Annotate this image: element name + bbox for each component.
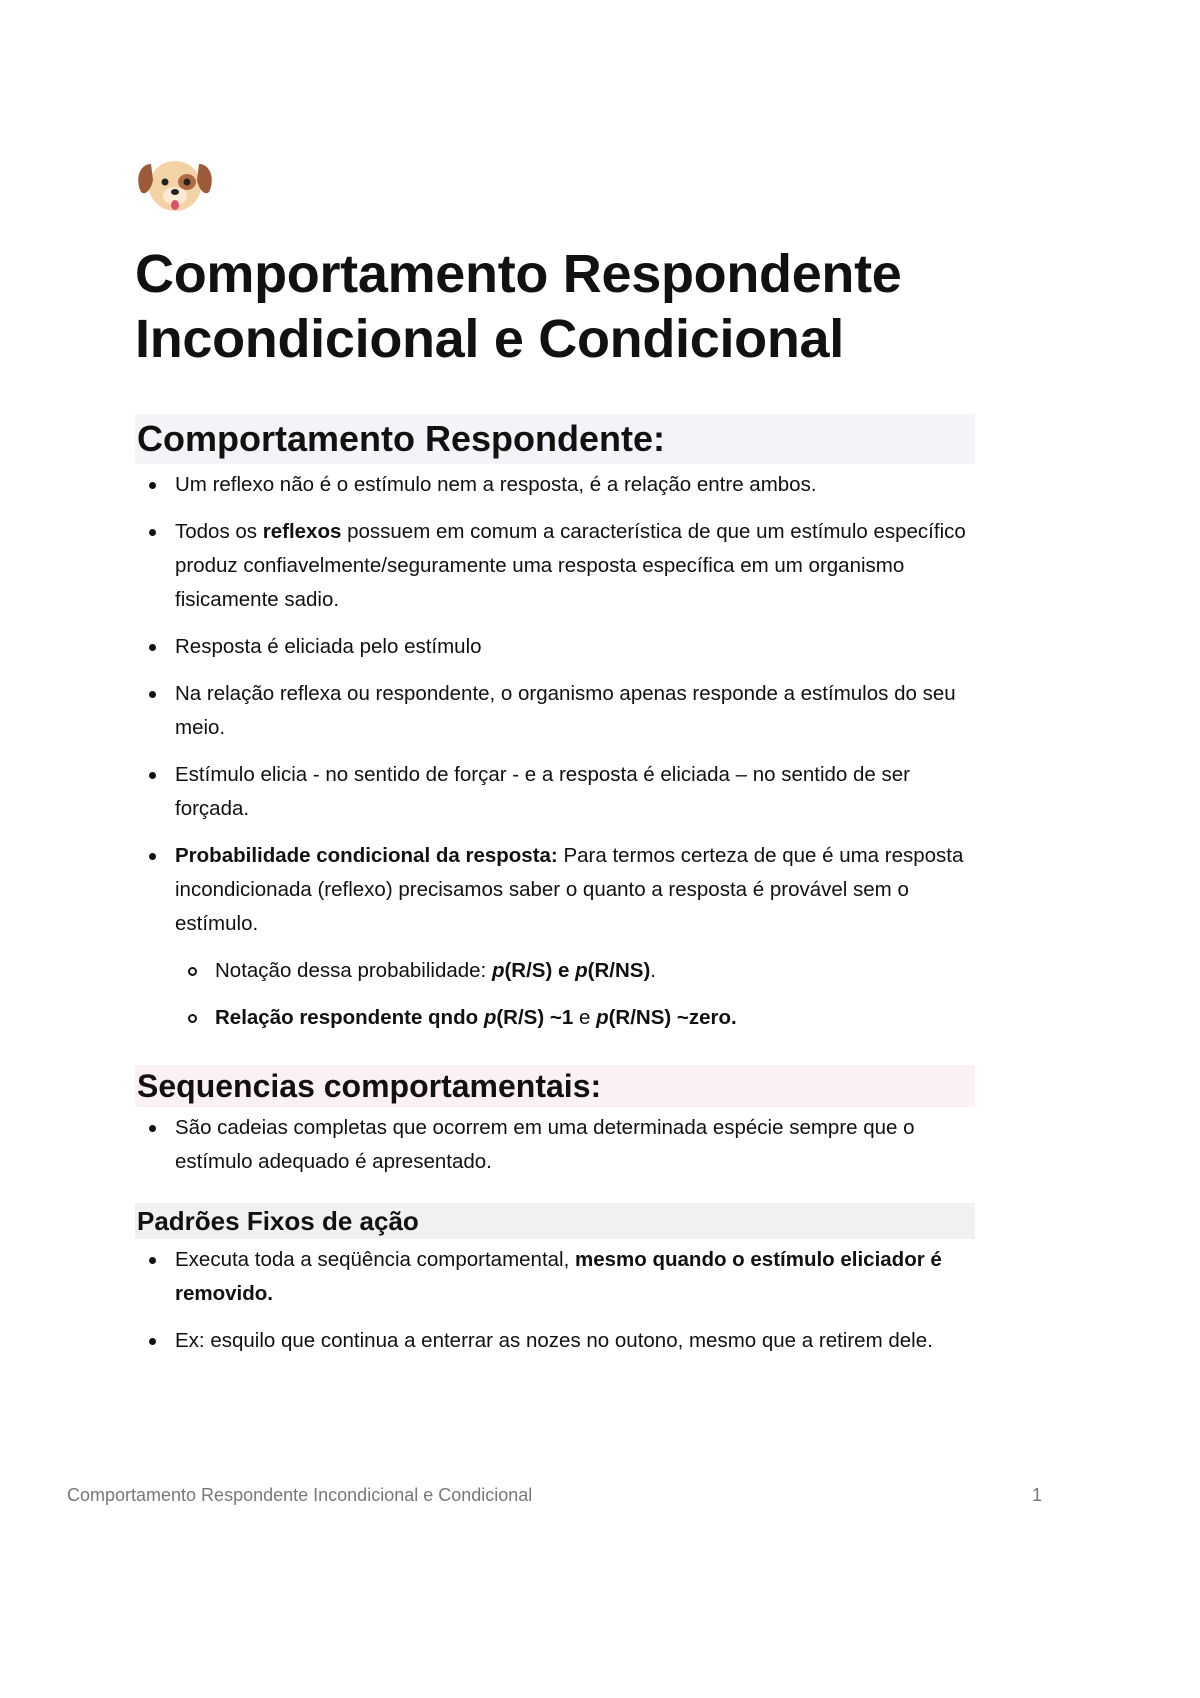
document-page: [135, 150, 975, 1371]
list-item: Estímulo elicia - no sentido de forçar - e a resposta é eliciada – no sentido de ser forçada.: [135, 758, 975, 826]
list-item: Probabilidade condicional da resposta: Para termos certeza de que é uma resposta incondicionada (reflexo) precisamos saber o quanto a resposta é provável sem o estímulo.: [135, 839, 975, 941]
page-footer: [67, 1485, 1042, 1506]
list-item: Um reflexo não é o estímulo nem a resposta, é a relação entre ambos.: [135, 468, 975, 502]
sub-list-item: Relação respondente qndo p(R/S) ~1 e p(R/NS) ~zero.: [135, 1001, 975, 1035]
section-heading-sequencias: Sequencias comportamentais:: [135, 1065, 975, 1107]
dog-face-icon: [135, 150, 215, 220]
section1-list: [135, 468, 975, 1035]
list-item: Ex: esquilo que continua a enterrar as nozes no outono, mesmo que a retirem dele.: [135, 1324, 975, 1358]
list-item: Todos os reflexos possuem em comum a característica de que um estímulo específico produz confiavelmente/seguramente uma resposta específica em um organismo fisicamente sadio.: [135, 515, 975, 617]
page-title: [135, 242, 975, 372]
section2-list: [135, 1111, 975, 1179]
title-line-2: Incondicional e Condicional: [135, 309, 844, 369]
list-item: Na relação reflexa ou respondente, o organismo apenas responde a estímulos do seu meio.: [135, 677, 975, 745]
section-heading-padroes-fixos: Padrões Fixos de ação: [135, 1203, 975, 1239]
title-line-1: Comportamento Respondente: [135, 244, 902, 304]
section-heading-comportamento-respondente: Comportamento Respondente:: [135, 414, 975, 464]
footer-title: Comportamento Respondente Incondicional e Condicional: [67, 1485, 533, 1505]
list-item: Executa toda a seqüência comportamental, mesmo quando o estímulo eliciador é removido.: [135, 1243, 975, 1311]
page-number: 1: [1031, 1485, 1042, 1505]
sub-list-item: Notação dessa probabilidade: p(R/S) e p(R/NS).: [135, 954, 975, 988]
section3-list: [135, 1243, 975, 1358]
list-item: Resposta é eliciada pelo estímulo: [135, 630, 975, 664]
list-item: São cadeias completas que ocorrem em uma determinada espécie sempre que o estímulo adequado é apresentado.: [135, 1111, 975, 1179]
